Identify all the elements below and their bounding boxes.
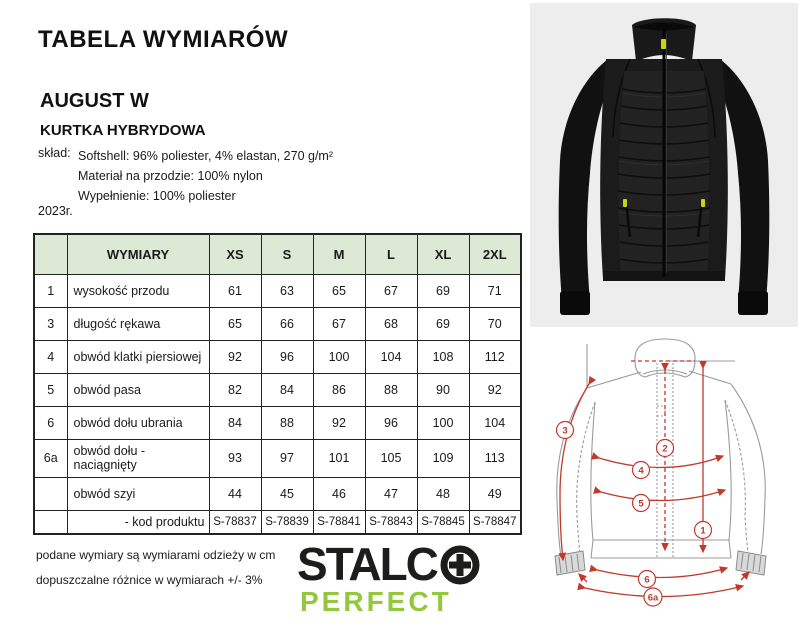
size-value: 65 (209, 307, 261, 340)
table-row (34, 477, 521, 510)
product-code: S-78839 (261, 510, 313, 534)
composition-line: Softshell: 96% poliester, 4% elastan, 270 g/m² (78, 149, 334, 163)
product-code: S-78843 (365, 510, 417, 534)
size-value: 69 (417, 274, 469, 307)
size-value: 61 (209, 274, 261, 307)
row-label: obwód pasa (67, 373, 209, 406)
size-value: 88 (261, 406, 313, 439)
header-size-m: M (313, 234, 365, 274)
size-table-body (34, 274, 521, 510)
row-number: 5 (34, 373, 67, 406)
pocket-zipper-pull (623, 199, 627, 207)
pocket-zipper-pull (701, 199, 705, 207)
header-size-l: L (365, 234, 417, 274)
composition-line: Wypełnienie: 100% poliester (78, 189, 236, 203)
size-value: 112 (469, 340, 521, 373)
footnotes (36, 548, 275, 598)
header-size-xl: XL (417, 234, 469, 274)
size-value: 67 (313, 307, 365, 340)
measure-label-6: 6 (644, 574, 650, 586)
header-size-s: S (261, 234, 313, 274)
stalco-wordmark: STALC (297, 538, 437, 590)
header-size-2xl: 2XL (469, 234, 521, 274)
product-code: S-78837 (209, 510, 261, 534)
size-value: 71 (469, 274, 521, 307)
size-value: 93 (209, 439, 261, 477)
composition-label: skład: (38, 146, 71, 160)
size-value: 46 (313, 477, 365, 510)
product-code-label: - kod produktu (67, 510, 209, 534)
measurement-diagram (535, 330, 797, 634)
size-value: 70 (469, 307, 521, 340)
product-code: S-78841 (313, 510, 365, 534)
size-value: 84 (261, 373, 313, 406)
size-value: 92 (313, 406, 365, 439)
brand-logo (297, 538, 480, 617)
size-value: 113 (469, 439, 521, 477)
row-number: 1 (34, 274, 67, 307)
size-value: 96 (261, 340, 313, 373)
row-label: obwód dołu - naciągnięty (67, 439, 209, 477)
size-value: 90 (417, 373, 469, 406)
perfect-wordmark: PERFECT (300, 586, 452, 617)
header-corner-cell (34, 234, 67, 274)
table-row (34, 406, 521, 439)
footnote-line: podane wymiary są wymiarami odzieży w cm (36, 548, 276, 562)
product-code: S-78845 (417, 510, 469, 534)
year-label: 2023r. (38, 204, 73, 218)
size-value: 63 (261, 274, 313, 307)
size-value: 47 (365, 477, 417, 510)
size-value: 104 (469, 406, 521, 439)
size-value: 82 (209, 373, 261, 406)
size-value: 92 (469, 373, 521, 406)
size-value: 65 (313, 274, 365, 307)
size-value: 68 (365, 307, 417, 340)
size-value: 86 (313, 373, 365, 406)
row-number: 6a (34, 439, 67, 477)
measure-label-6a: 6a (647, 592, 659, 604)
measure-label-2: 2 (662, 443, 668, 455)
row-label: obwód dołu ubrania (67, 406, 209, 439)
size-value: 100 (417, 406, 469, 439)
row-label: długość rękawa (67, 307, 209, 340)
size-value: 108 (417, 340, 469, 373)
measure-label-5: 5 (638, 498, 644, 510)
footer-empty-cell (34, 510, 67, 534)
size-value: 105 (365, 439, 417, 477)
table-row (34, 274, 521, 307)
circle-plus-icon (440, 545, 480, 585)
row-label: obwód klatki piersiowej (67, 340, 209, 373)
size-value: 45 (261, 477, 313, 510)
header-size-xs: XS (209, 234, 261, 274)
jacket-photo-illustration (530, 3, 798, 327)
size-value: 44 (209, 477, 261, 510)
size-value: 48 (417, 477, 469, 510)
table-row (34, 340, 521, 373)
row-label: obwód szyi (67, 477, 209, 510)
table-row (34, 439, 521, 477)
size-value: 67 (365, 274, 417, 307)
size-value: 84 (209, 406, 261, 439)
table-header-row (34, 234, 521, 274)
product-photo (530, 3, 798, 327)
measure-label-3: 3 (562, 425, 568, 437)
header-wymiary: WYMIARY (67, 234, 209, 274)
size-value: 88 (365, 373, 417, 406)
measurement-diagram-svg (535, 330, 797, 634)
row-label: wysokość przodu (67, 274, 209, 307)
row-number (34, 477, 67, 510)
measure-label-1: 1 (700, 525, 706, 537)
composition-block (38, 146, 333, 206)
row-number: 3 (34, 307, 67, 340)
size-table (33, 233, 522, 535)
table-row (34, 307, 521, 340)
product-type: KURTKA HYBRYDOWA (40, 122, 206, 139)
page-title: TABELA WYMIARÓW (38, 26, 289, 53)
size-value: 49 (469, 477, 521, 510)
product-name: AUGUST W (40, 90, 149, 112)
size-value: 104 (365, 340, 417, 373)
size-value: 100 (313, 340, 365, 373)
size-value: 96 (365, 406, 417, 439)
size-value: 109 (417, 439, 469, 477)
size-value: 92 (209, 340, 261, 373)
product-code-row (34, 510, 521, 534)
product-code: S-78847 (469, 510, 521, 534)
table-row (34, 373, 521, 406)
composition-line: Materiał na przodzie: 100% nylon (78, 169, 263, 183)
zipper-pull (661, 39, 666, 49)
row-number: 4 (34, 340, 67, 373)
row-number: 6 (34, 406, 67, 439)
size-value: 97 (261, 439, 313, 477)
size-value: 101 (313, 439, 365, 477)
size-value: 69 (417, 307, 469, 340)
size-value: 66 (261, 307, 313, 340)
measure-label-4: 4 (638, 465, 644, 477)
footnote-line: dopuszczalne różnice w wymiarach +/- 3% (36, 573, 263, 587)
